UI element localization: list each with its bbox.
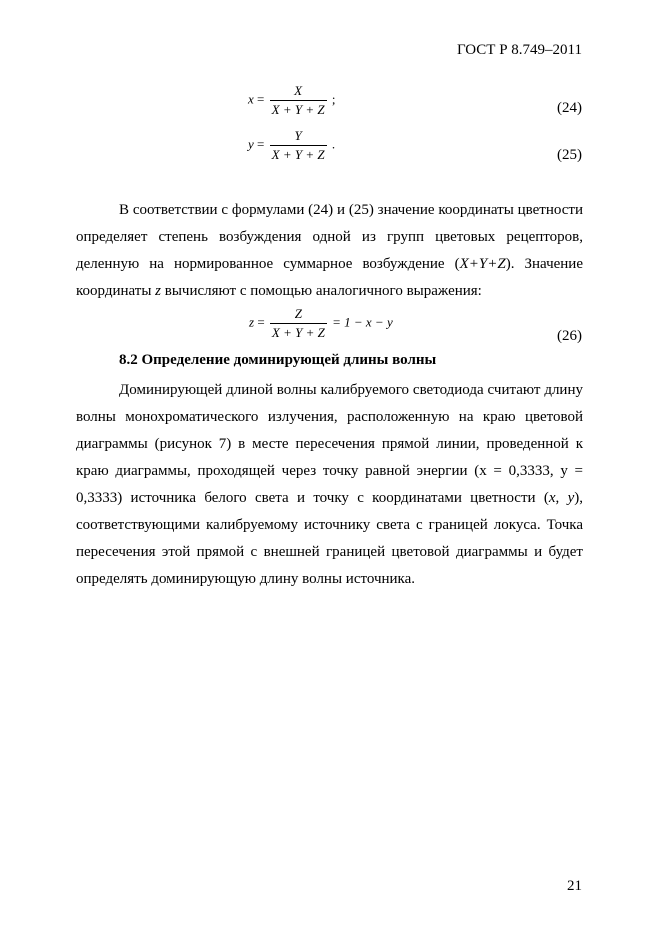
formula-trailing-punct: . (331, 136, 336, 152)
page-number: 21 (567, 878, 582, 894)
formula-fraction (270, 128, 327, 163)
formula-25 (248, 128, 335, 163)
formula-lhs: y (248, 136, 254, 152)
paragraph-coordinates (76, 197, 583, 305)
paragraph-text: вычисляют с помощью аналогичного выражения: (161, 283, 482, 299)
formula-lhs: z (249, 314, 255, 330)
section-heading: 8.2 Определение доминирующей длины волны (119, 352, 437, 368)
paragraph-text: Доминирующей длиной волны калибруемого светодиода считают длину волны монохроматического излучения, расположенную на краю цветовой диаграммы (рисунок 7) в месте пересечения прямой линии, проведенной к краю диаграммы, проходящей через точку равной энергии (x = 0,3333, y = 0,3333) источника белого света и точку с координатами цветности ( (76, 382, 583, 506)
formula-rest: = 1 − x − y (332, 314, 393, 330)
fraction-numerator: Y (270, 128, 327, 146)
x-variable: x (548, 490, 556, 506)
z-variable: z (155, 283, 162, 299)
formula-equals: = (257, 136, 265, 152)
paragraph-dominant-wavelength (76, 377, 583, 593)
formula-26 (249, 306, 393, 341)
formula-lhs: x (248, 91, 254, 107)
formula-equals: = (257, 314, 265, 330)
fraction-numerator: Z (270, 306, 327, 324)
paragraph-text: , (555, 490, 568, 506)
equation-number-24: (24) (557, 100, 582, 116)
paragraph-text: В соответствии с формулами (24) и (25) значение координаты цветности определяет степень возбуждения одной из групп цветовых рецепторов, деленную на нормированное суммарное возбуждение ( (76, 202, 583, 272)
sum-expression: X+Y+Z (459, 256, 506, 272)
y-variable: y (567, 490, 575, 506)
document-header: ГОСТ Р 8.749–2011 (456, 42, 582, 58)
paragraph-text: ). Значение координаты (76, 256, 583, 299)
formula-trailing-punct: ; (331, 91, 336, 107)
paragraph-text: ), соответствующими калибруемому источнику света с границей локуса. Точка пересечения этой прямой с внешней границей цветовой диаграммы и будет определять доминирующую длину волны источника. (76, 490, 584, 587)
equation-number-26: (26) (557, 328, 582, 344)
fraction-denominator: X + Y + Z (271, 102, 325, 117)
equation-number-25: (25) (557, 147, 582, 163)
formula-fraction (270, 306, 327, 341)
formula-24 (248, 83, 335, 118)
formula-fraction (270, 83, 327, 118)
fraction-denominator: X + Y + Z (271, 147, 325, 162)
fraction-denominator: X + Y + Z (271, 325, 325, 340)
fraction-numerator: X (270, 83, 327, 101)
formula-equals: = (257, 91, 265, 107)
